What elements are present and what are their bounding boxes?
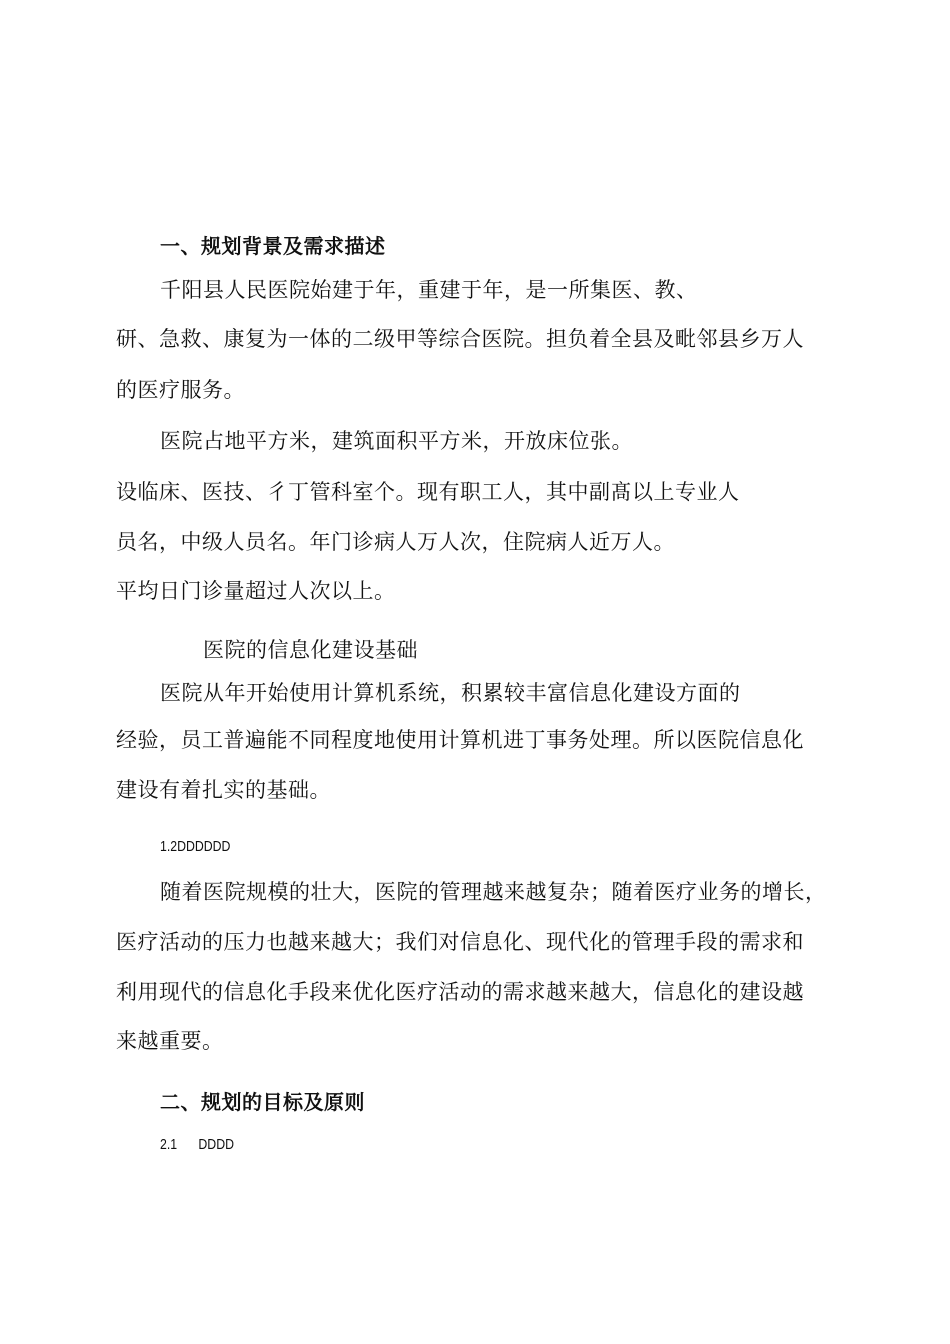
paragraph-4-line-3: 利用现代的信息化手段来优化医疗活动的需求越来越大，信息化的建设越: [116, 980, 804, 1004]
paragraph-2-line-1: 医院占地平方米，建筑面积平方米，开放床位张。: [160, 429, 633, 453]
paragraph-1-line-1: 千阳县人民医院始建于年，重建于年，是一所集医、教、: [160, 278, 698, 302]
paragraph-4-line-4: 来越重要。: [116, 1029, 224, 1053]
section-1-heading: 一、规划背景及需求描述: [160, 234, 386, 258]
paragraph-3-line-2: 经验，员工普遍能不同程度地使用计算机进丁事务处理。所以医院信息化: [116, 728, 804, 752]
paragraph-1-line-3: 的医疗服务。: [116, 378, 245, 402]
subsection-2-1-number: 2.1: [160, 1136, 178, 1153]
paragraph-2-line-2: 设临床、医技、彳丁管科室个。现有职工人，其中副髙以上专业人: [116, 480, 740, 504]
paragraph-2-line-4: 平均日门诊量超过人次以上。: [116, 579, 396, 603]
subsection-1-1-title: 医院的信息化建设基础: [203, 638, 418, 662]
subsection-2-1-title: DDDD: [198, 1136, 234, 1153]
section-2-heading: 二、规划的目标及原则: [160, 1090, 365, 1114]
subsection-2-1-heading: [160, 1135, 234, 1155]
paragraph-1-line-2: 研、急救、康复为一体的二级甲等综合医院。担负着全县及毗邻县乡万人: [116, 327, 804, 351]
paragraph-3-line-3: 建设有着扎实的基础。: [116, 778, 331, 802]
paragraph-2-line-3: 员名，中级人员名。年门诊病人万人次，住院病人近万人。: [116, 530, 675, 554]
paragraph-4-line-1: 随着医院规模的壮大，医院的管理越来越复杂；随着医疗业务的增长，: [160, 880, 827, 904]
paragraph-3-line-1: 医院从年开始使用计算机系统，积累较丰富信息化建设方面的: [160, 681, 741, 705]
subsection-1-2-title: 1.2DDDDDD: [160, 838, 231, 855]
paragraph-4-line-2: 医疗活动的压力也越来越大；我们对信息化、现代化的管理手段的需求和: [116, 930, 804, 954]
